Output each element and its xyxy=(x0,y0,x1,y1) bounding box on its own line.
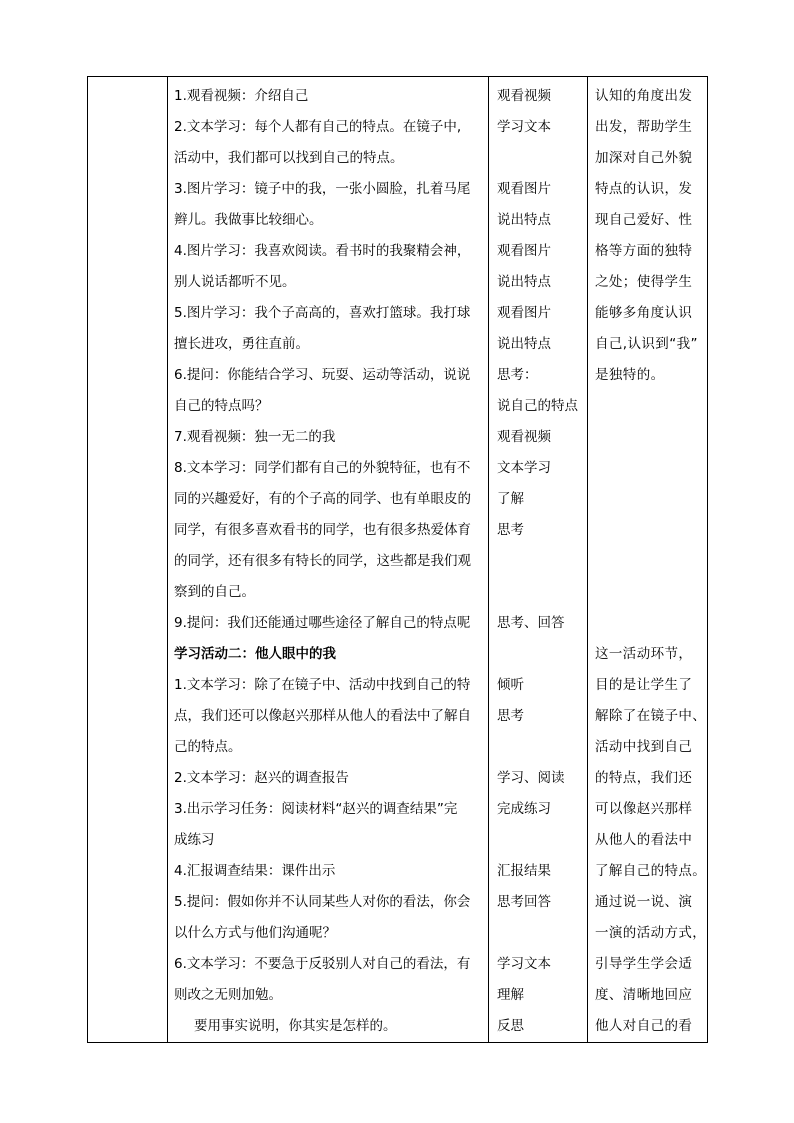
student-action-line xyxy=(489,577,587,608)
design-intent-line: 度、清晰地回应 xyxy=(595,987,693,1003)
design-intent-cell xyxy=(588,77,708,1043)
activity-line: 同学，有很多喜欢看书的同学，也有很多热爱体育 xyxy=(174,522,471,538)
design-intent-line: 出发，帮助学生 xyxy=(595,119,693,135)
design-intent-line: 可以像赵兴那样 xyxy=(595,801,693,817)
student-action-line: 倾听 xyxy=(497,677,524,693)
student-action-line: 汇报结果 xyxy=(497,863,551,879)
activity-line: 2.文本学习：赵兴的调查报告 xyxy=(174,770,349,786)
design-intent-line: 活动中找到自己 xyxy=(595,739,693,755)
activity-line: 1.观看视频：介绍自己 xyxy=(174,88,309,104)
activity-line: 辫儿。我做事比较细心。 xyxy=(174,212,323,228)
activity-line: 活动中，我们都可以找到自己的特点。 xyxy=(174,150,404,166)
activity-line: 成练习 xyxy=(174,832,215,848)
student-action-line: 思考回答 xyxy=(497,894,551,910)
student-action-line: 观看图片 xyxy=(497,305,551,321)
activity-line: 己的特点。 xyxy=(174,739,242,755)
lesson-plan-table xyxy=(87,76,708,1043)
student-action-line: 说出特点 xyxy=(497,336,551,352)
design-intent-line: 认知的角度出发 xyxy=(595,88,693,104)
design-intent-line: 引导学生学会适 xyxy=(595,956,693,972)
activity-line: 6.提问：你能结合学习、玩耍、运动等活动，说说 xyxy=(174,367,471,383)
table-row xyxy=(88,77,708,1043)
student-action-line: 思考： xyxy=(497,367,538,383)
activity-line: 要用事实说明，你其实是怎样的。 xyxy=(194,1018,397,1034)
student-actions-list xyxy=(489,77,587,1042)
student-actions-cell xyxy=(489,77,588,1043)
student-action-line: 观看图片 xyxy=(497,181,551,197)
activity-line: 以什么方式与他们沟通呢？ xyxy=(174,925,336,941)
design-intent-list xyxy=(588,77,707,1042)
design-intent-line: 通过说一说、演 xyxy=(595,894,693,910)
activity-line: 9.提问：我们还能通过哪些途径了解自己的特点呢 xyxy=(174,615,471,631)
design-intent-line: 了解自己的特点。 xyxy=(595,863,707,879)
design-intent-line xyxy=(588,484,707,515)
design-intent-line xyxy=(588,546,707,577)
student-action-line: 说出特点 xyxy=(497,274,551,290)
activity-line: 察到的自己。 xyxy=(174,584,255,600)
activity-line: 3.出示学习任务：阅读材料“赵兴的调查结果”完 xyxy=(174,801,458,817)
activity-line: 6.文本学习：不要急于反驳别人对自己的看法，有 xyxy=(174,956,471,972)
activity-line: 7.观看视频：独一无二的我 xyxy=(174,429,336,445)
student-action-line: 思考 xyxy=(497,708,524,724)
student-action-line: 学习、阅读 xyxy=(497,770,565,786)
student-action-line: 理解 xyxy=(497,987,524,1003)
student-action-line: 观看视频 xyxy=(497,88,551,104)
design-intent-line xyxy=(588,422,707,453)
design-intent-line: 能够多角度认识 xyxy=(595,305,693,321)
student-action-line xyxy=(489,639,587,670)
design-intent-line xyxy=(588,391,707,422)
stage-column-cell xyxy=(88,77,168,1043)
activity-line: 1.文本学习：除了在镜子中、活动中找到自己的特 xyxy=(174,677,471,693)
student-action-line: 思考 xyxy=(497,522,524,538)
activity-line: 擅长进攻，勇往直前。 xyxy=(174,336,309,352)
student-action-line: 学习文本 xyxy=(497,956,551,972)
activities-list xyxy=(168,77,488,1042)
student-action-line: 了解 xyxy=(497,491,524,507)
activity-line: 4.汇报调查结果：课件出示 xyxy=(174,863,336,879)
student-action-line: 文本学习 xyxy=(497,460,551,476)
design-intent-line: 解除了在镜子中、 xyxy=(595,708,707,724)
student-action-line: 思考、回答 xyxy=(497,615,565,631)
design-intent-line: 一演的活动方式， xyxy=(595,925,707,941)
design-intent-line: 从他人的看法中 xyxy=(595,832,693,848)
student-action-line: 学习文本 xyxy=(497,119,551,135)
activity-line: 4.图片学习：我喜欢阅读。看书时的我聚精会神， xyxy=(174,243,471,259)
design-intent-line xyxy=(588,515,707,546)
design-intent-line: 特点的认识，发 xyxy=(595,181,693,197)
design-intent-line: 的特点，我们还 xyxy=(595,770,693,786)
activity-line: 5.图片学习：我个子高高的，喜欢打篮球。我打球 xyxy=(174,305,471,321)
design-intent-line: 这一活动环节， xyxy=(595,646,693,662)
student-action-line xyxy=(489,546,587,577)
activity-line: 自己的特点吗？ xyxy=(174,398,269,414)
design-intent-line: 格等方面的独特 xyxy=(595,243,693,259)
student-action-line xyxy=(489,732,587,763)
student-action-line: 完成练习 xyxy=(497,801,551,817)
design-intent-line: 是独特的。 xyxy=(595,367,665,383)
student-action-line: 说出特点 xyxy=(497,212,551,228)
design-intent-line xyxy=(588,608,707,639)
section-heading: 学习活动二：他人眼中的我 xyxy=(174,646,336,662)
activity-line: 5.提问：假如你并不认同某些人对你的看法，你会 xyxy=(174,894,471,910)
activity-line: 同的兴趣爱好，有的个子高的同学、也有单眼皮的 xyxy=(174,491,471,507)
design-intent-line: 自己,认识到“我” xyxy=(595,336,698,352)
design-intent-line: 目的是让学生了 xyxy=(595,677,693,693)
design-intent-line: 之处；使得学生 xyxy=(595,274,693,290)
design-intent-line xyxy=(588,577,707,608)
activity-line: 2.文本学习：每个人都有自己的特点。在镜子中, xyxy=(174,119,462,135)
activity-line: 点，我们还可以像赵兴那样从他人的看法中了解自 xyxy=(174,708,471,724)
student-action-line: 观看图片 xyxy=(497,243,551,259)
design-intent-line: 他人对自己的看 xyxy=(595,1018,693,1034)
design-intent-line: 加深对自己外貌 xyxy=(595,150,693,166)
student-action-line xyxy=(489,918,587,949)
design-intent-line xyxy=(588,453,707,484)
activity-line: 8.文本学习：同学们都有自己的外貌特征，也有不 xyxy=(174,460,471,476)
design-intent-line: 现自己爱好、性 xyxy=(595,212,693,228)
activity-line: 3.图片学习：镜子中的我，一张小圆脸，扎着马尾 xyxy=(174,181,471,197)
student-action-line: 观看视频 xyxy=(497,429,551,445)
student-action-line: 反思 xyxy=(497,1018,524,1034)
activity-line: 别人说话都听不见。 xyxy=(174,274,296,290)
activity-line: 则改之无则加勉。 xyxy=(174,987,282,1003)
activity-line: 的同学，还有很多有特长的同学，这些都是我们观 xyxy=(174,553,471,569)
student-action-line xyxy=(489,143,587,174)
teaching-activities-cell xyxy=(168,77,489,1043)
student-action-line xyxy=(489,825,587,856)
student-action-line: 说自己的特点 xyxy=(497,398,578,414)
